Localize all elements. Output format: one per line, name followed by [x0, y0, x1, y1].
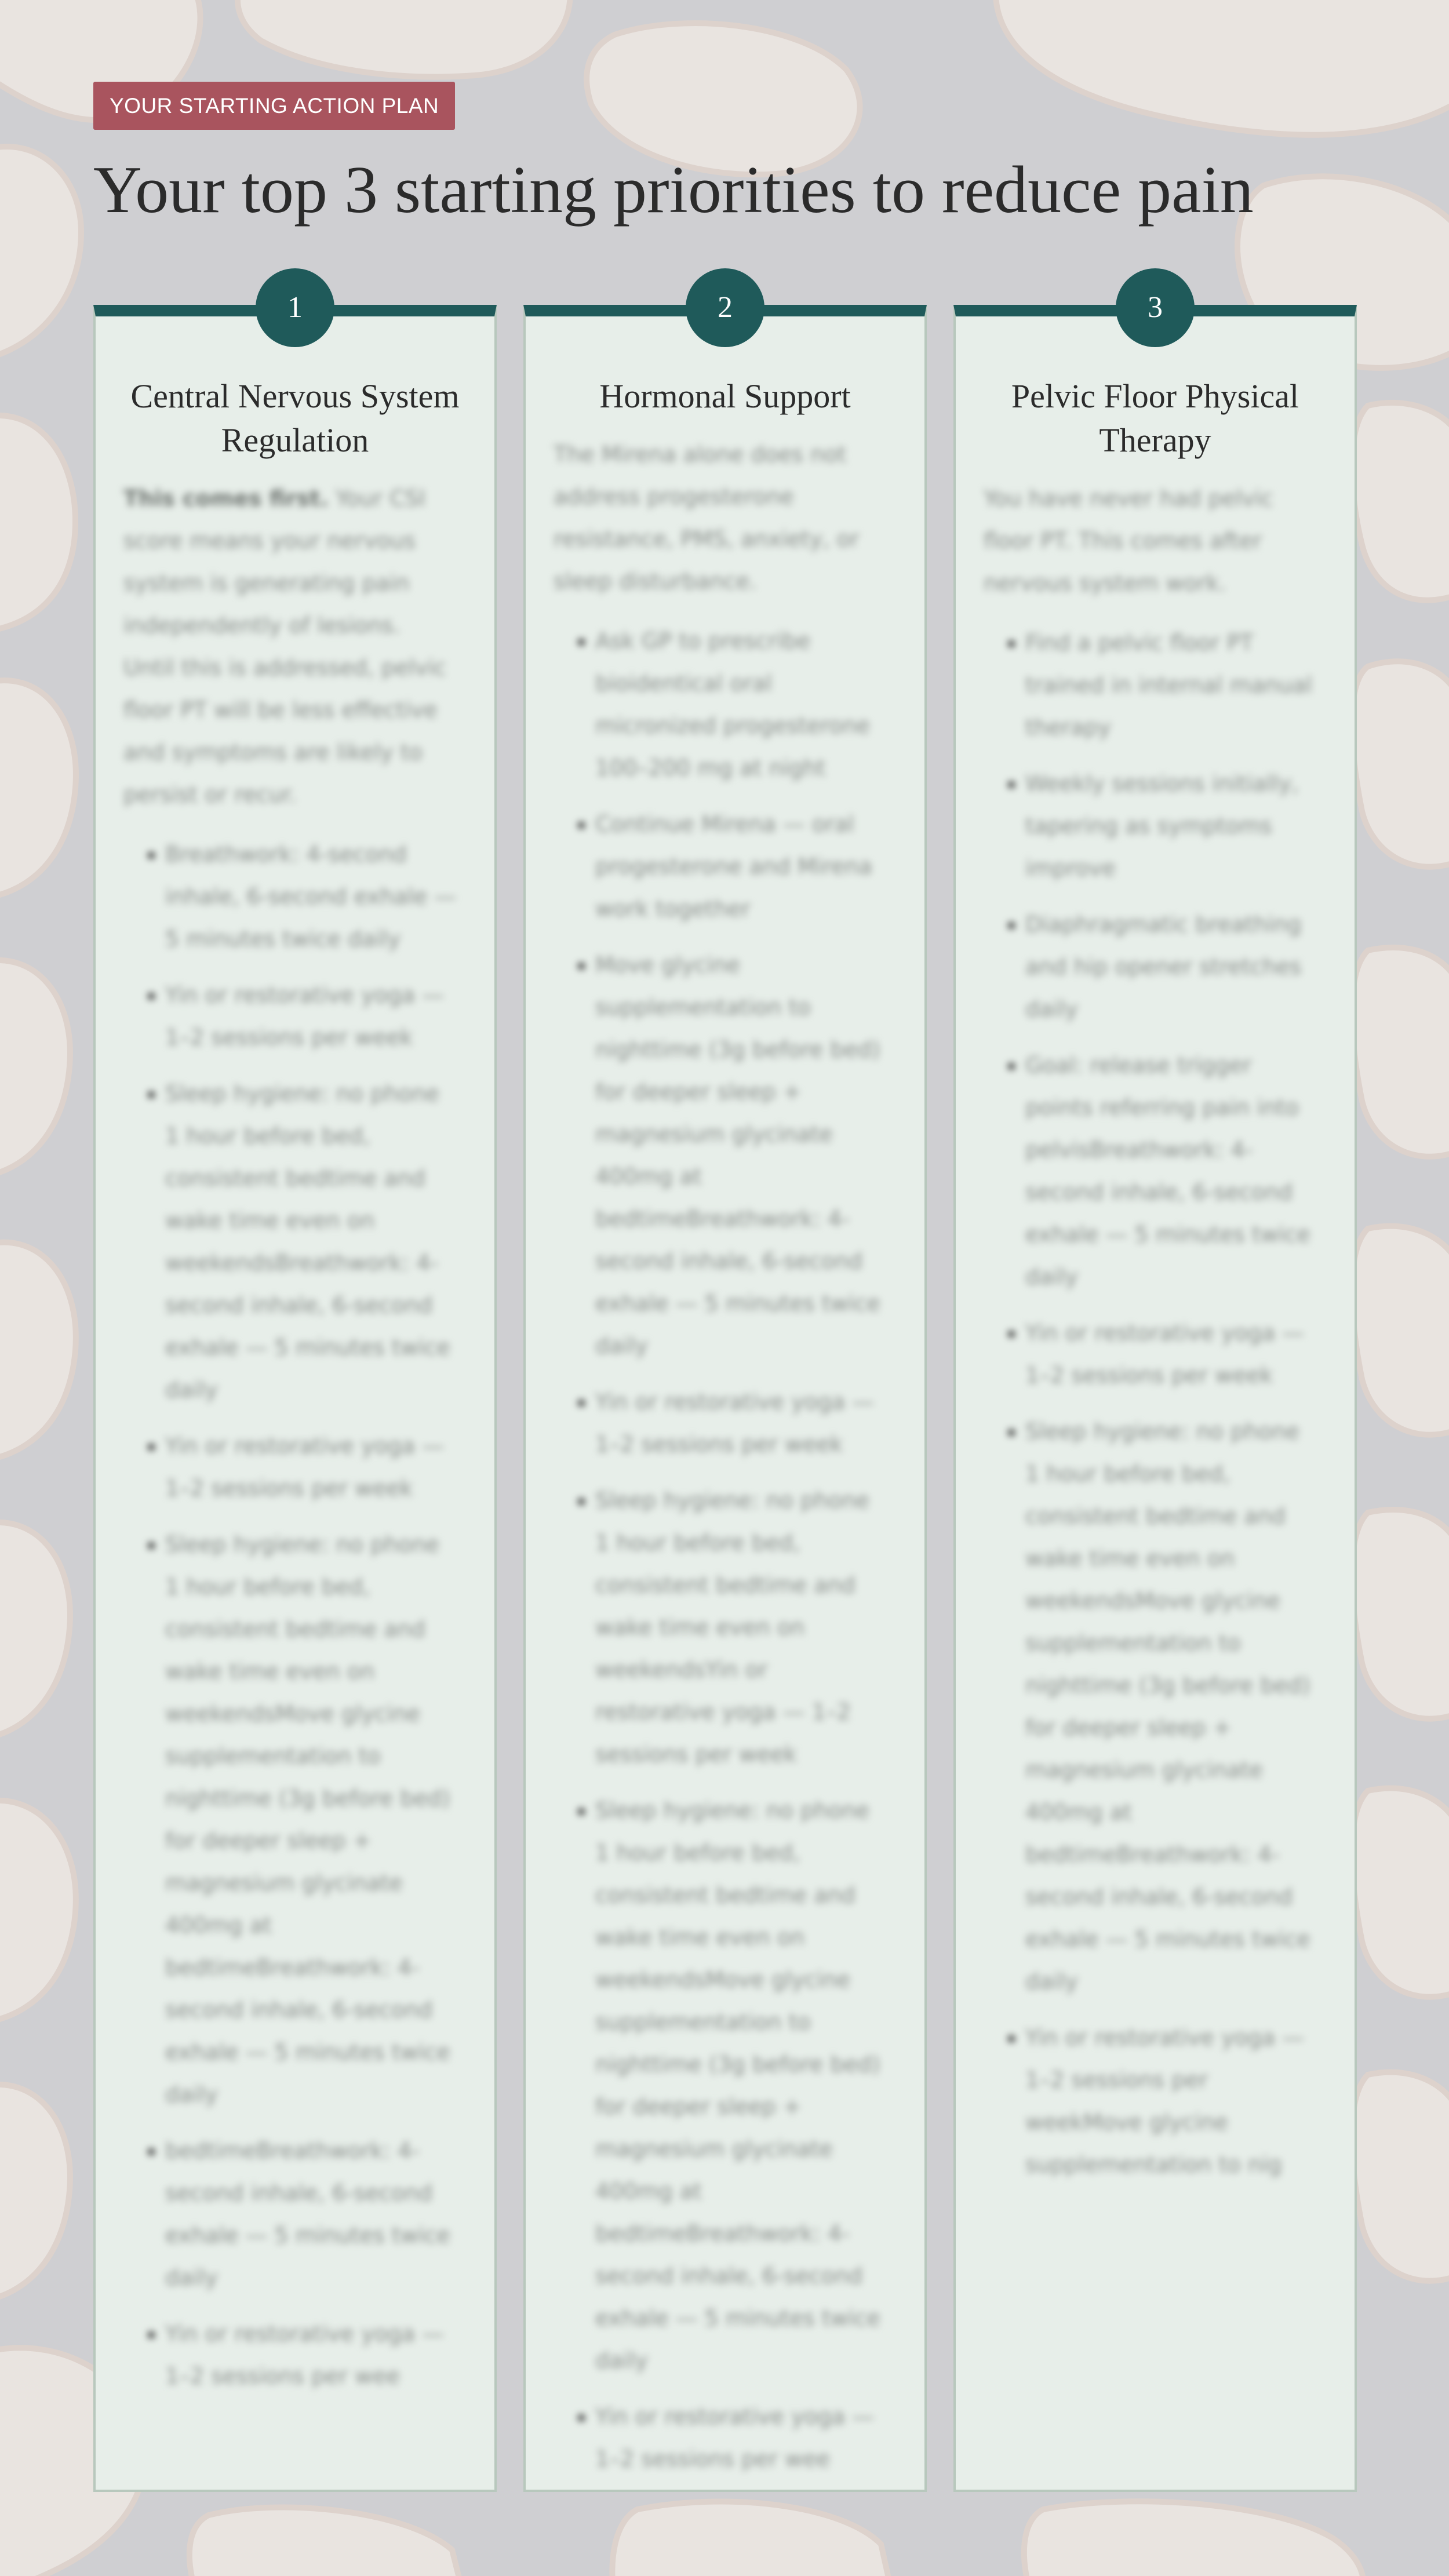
priority-number-badge-3: 3: [1116, 268, 1195, 347]
list-item: • Sleep hygiene: no phone 1 hour before bed, consistent bedtime and wake time even on weekendsMove glycine supplementation to nighttime (3g before bed) for deeper sleep + magnesium glycinate 400mg at bedtimeBreathwork: 4-second inhale, 6-second exhale — 5 minutes twice daily: [595, 1790, 890, 2382]
list-item: • Weekly sessions initially, tapering as symptoms improve: [1025, 763, 1320, 890]
list-item: • Goal: release trigger points referring pain into pelvisBreathwork: 4-second inhale, 6-second exhale — 5 minutes twice daily: [1025, 1044, 1320, 1298]
card-title: Hormonal Support: [599, 377, 851, 415]
list-item: • Find a pelvic floor PT trained in internal manual therapy: [1025, 622, 1320, 749]
list-item: • Sleep hygiene: no phone 1 hour before bed, consistent bedtime and wake time even on weekendsYin or restorative yoga — 1–2 sessions per week: [595, 1480, 890, 1776]
priority-card-2: [523, 305, 927, 2492]
card-body: [526, 433, 924, 2480]
list-item: • Yin or restorative yoga — 1–2 sessions per week: [595, 1381, 890, 1466]
list-item: • Move glycine supplementation to nighttime (3g before bed) for deeper sleep + magnesium glycinate 400mg at bedtimeBreathwork: 4-second inhale, 6-second exhale — 5 minutes twice daily: [595, 944, 890, 1367]
priority-card-3: [953, 305, 1357, 2492]
card-intro: [554, 433, 884, 603]
list-item: • Yin or restorative yoga — 1–2 sessions per week: [1025, 1312, 1320, 1397]
list-item: • Diaphragmatic breathing and hip opener stretches daily: [1025, 903, 1320, 1030]
page-title: Your top 3 starting priorities to reduce pain: [93, 153, 1254, 227]
list-item: • Continue Mirena — oral progesterone and Mirena work together: [595, 803, 890, 930]
card-title: Central Nervous System Regulation: [130, 377, 460, 459]
card-title: Pelvic Floor Physical Therapy: [1011, 377, 1299, 459]
list-item: • Breathwork: 4-second inhale, 6-second exhale — 5 minutes twice daily: [165, 833, 460, 960]
list-item: • Yin or restorative yoga — 1–2 sessions per wee: [595, 2396, 890, 2480]
card-body: [96, 478, 494, 2398]
list-item: • Sleep hygiene: no phone 1 hour before bed, consistent bedtime and wake time even on weekendsMove glycine supplementation to nighttime (3g before bed) for deeper sleep + magnesium glycinate 400mg at bedtimeBreathwork: 4-second inhale, 6-second exhale — 5 minutes twice daily: [165, 1524, 460, 2116]
list-item: • Yin or restorative yoga — 1–2 sessions per week: [165, 1425, 460, 1510]
card-intro: [123, 478, 454, 816]
card-intro-lead: This comes first.: [123, 486, 329, 511]
card-intro: [984, 478, 1314, 604]
list-item: • Ask GP to prescribe bioidentical oral micronized progesterone 100–200 mg at night: [595, 620, 890, 789]
list-item: • Yin or restorative yoga — 1–2 sessions per week: [165, 974, 460, 1059]
card-item-list: [96, 833, 460, 2398]
card-item-list: [526, 620, 890, 2480]
card-intro-text: The Mirena alone does not address progesterone resistance, PMS, anxiety, or sleep disturbance.: [554, 442, 860, 594]
eyebrow-label: YOUR STARTING ACTION PLAN: [93, 82, 455, 130]
list-item: • bedtimeBreathwork: 4-second inhale, 6-second exhale — 5 minutes twice daily: [165, 2130, 460, 2299]
card-intro-text: You have never had pelvic floor PT. This comes after nervous system work.: [984, 486, 1273, 596]
list-item: • Yin or restorative yoga — 1–2 sessions per wee: [165, 2313, 460, 2398]
list-item: • Yin or restorative yoga — 1–2 sessions per weekMove glycine supplementation to nig: [1025, 2017, 1320, 2186]
card-body: [956, 478, 1355, 2186]
priority-number-badge-2: 2: [686, 268, 764, 347]
card-intro-text: Your CSI score means your nervous system is generating pain independently of lesions. Until this is addressed, pelvic floor PT will be less effective and symptoms are likely to persist or recur.: [123, 486, 446, 807]
priority-card-1: [93, 305, 497, 2492]
priority-number-badge-1: 1: [256, 268, 334, 347]
list-item: • Sleep hygiene: no phone 1 hour before bed, consistent bedtime and wake time even on weekendsBreathwork: 4-second inhale, 6-second exhale — 5 minutes twice daily: [165, 1073, 460, 1411]
list-item: • Sleep hygiene: no phone 1 hour before bed, consistent bedtime and wake time even on weekendsMove glycine supplementation to nighttime (3g before bed) for deeper sleep + magnesium glycinate 400mg at bedtimeBreathwork: 4-second inhale, 6-second exhale — 5 minutes twice daily: [1025, 1411, 1320, 2003]
card-item-list: [956, 622, 1320, 2186]
